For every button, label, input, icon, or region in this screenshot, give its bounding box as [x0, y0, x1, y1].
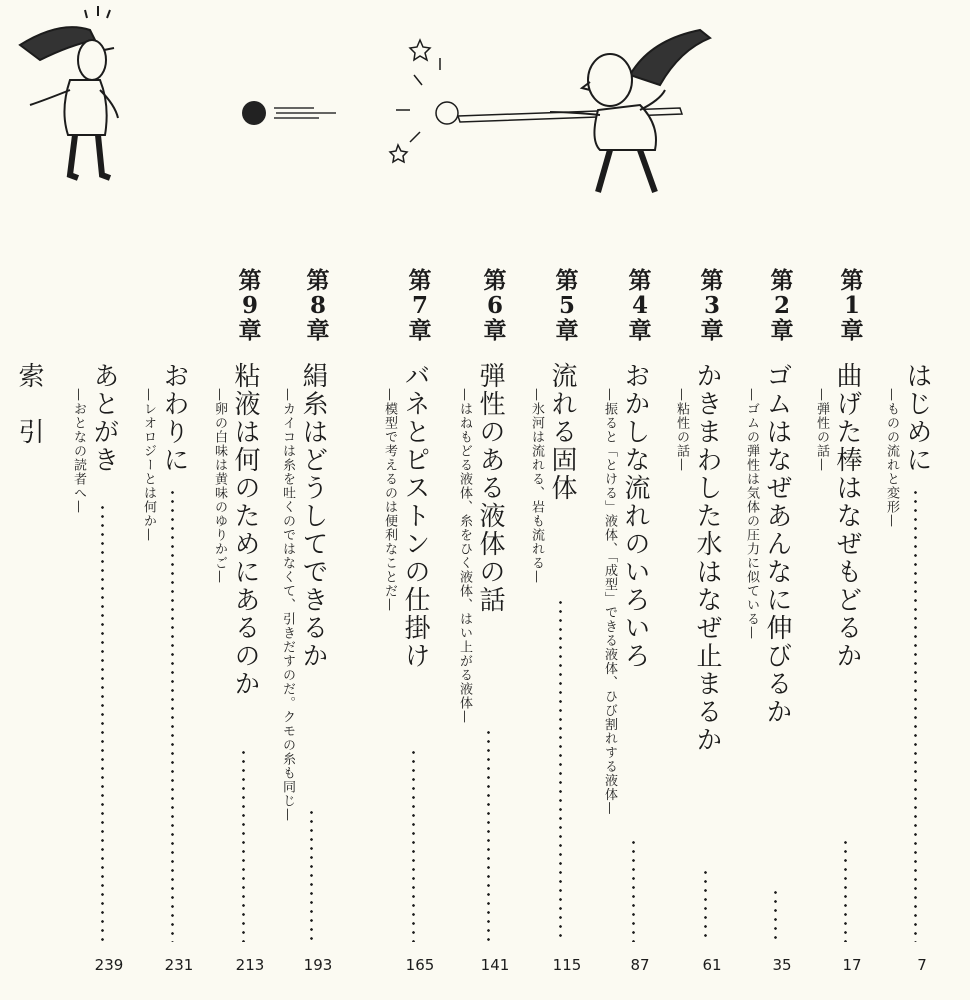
chapter-label-char: 6 [486, 292, 503, 319]
page-number: 213 [235, 956, 265, 974]
toc-entry-ch7[interactable] [382, 267, 442, 988]
dot-leader [412, 748, 415, 942]
dot-leader [310, 808, 313, 942]
toc-title: おわりに [159, 362, 189, 474]
dot-leader [101, 503, 104, 942]
chapter-label [618, 268, 662, 344]
dot-leader [559, 598, 562, 942]
right-character-icon [550, 30, 710, 192]
chapter-label-char: 第 [238, 267, 262, 294]
page-number: 165 [405, 956, 435, 974]
toc-entry-ch2[interactable] [744, 267, 804, 988]
chapter-label [545, 268, 589, 344]
toc-title: 曲げた棒はなぜもどるか [832, 362, 862, 670]
toc-entry-index[interactable] [12, 268, 56, 988]
toc-title: バネとピストンの仕掛け [400, 362, 430, 670]
page-number: 115 [552, 956, 582, 974]
chapter-label-char: 章 [306, 317, 330, 344]
page-number: 231 [164, 956, 194, 974]
toc-title: 弾性のある液体の話 [475, 362, 505, 614]
chapter-label-char: 4 [631, 292, 648, 319]
batting-ball-illustration [0, 0, 970, 240]
toc-title: 索 引 [14, 362, 44, 446]
chapter-label-char: 第 [306, 267, 330, 294]
toc-subtitle: —振ると「とける」液体、「成型」できる液体、ひび割れする液体— [602, 388, 617, 816]
toc-entry-ch4[interactable] [602, 267, 662, 988]
toc-entry-intro[interactable] [884, 268, 944, 988]
chapter-label-char: 8 [309, 292, 326, 319]
chapter-label [690, 268, 734, 344]
chapter-label-char: 章 [483, 317, 507, 344]
chapter-label-char: 7 [411, 292, 428, 319]
toc-entry-ch5[interactable] [529, 267, 589, 988]
impact-icon [390, 40, 458, 162]
toc-entry-ch6[interactable] [457, 267, 517, 988]
chapter-label [296, 268, 340, 344]
toc-subtitle: —模型で考えるのは便利なことだ— [382, 388, 397, 612]
page-number: 17 [842, 956, 862, 974]
chapter-label [228, 268, 272, 344]
toc-title: 流れる固体 [547, 362, 577, 502]
dot-leader [242, 748, 245, 942]
page-number: 239 [94, 956, 124, 974]
chapter-label-char: 第 [628, 267, 652, 294]
page-number: 141 [480, 956, 510, 974]
toc-entry-ch3[interactable] [674, 267, 734, 988]
chapter-label-char: 5 [558, 292, 575, 319]
dot-leader [632, 838, 635, 942]
left-character-icon [20, 6, 118, 178]
page-number: 61 [702, 956, 722, 974]
toc-subtitle: —レオロジーとは何か— [141, 388, 156, 542]
chapter-label-char: 第 [840, 267, 864, 294]
chapter-label-char: 章 [770, 317, 794, 344]
chapter-label-char: 3 [703, 292, 720, 319]
dot-leader [914, 488, 917, 942]
chapter-label-char: 章 [408, 317, 432, 344]
page-number: 35 [772, 956, 792, 974]
chapter-label-char: 章 [628, 317, 652, 344]
toc-subtitle: —はねもどる液体、糸をひく液体、はい上がる液体— [457, 388, 472, 724]
chapter-label [473, 268, 517, 344]
toc-title: かきまわした水はなぜ止まるか [692, 362, 722, 754]
toc-title: 粘液は何のためにあるのか [230, 362, 260, 698]
toc-subtitle: —ものの流れと変形— [884, 388, 899, 528]
dot-leader [487, 728, 490, 942]
chapter-label-char: 第 [483, 267, 507, 294]
toc-entry-ch9[interactable] [212, 267, 272, 988]
toc-title: 絹糸はどうしてできるか [298, 362, 328, 670]
chapter-label-char: 第 [408, 267, 432, 294]
page-number: 7 [917, 956, 927, 974]
chapter-label-char: 第 [555, 267, 579, 294]
chapter-label-char: 第 [700, 267, 724, 294]
dot-leader [171, 488, 174, 942]
chapter-label-char: 章 [238, 317, 262, 344]
chapter-label-char: 章 [700, 317, 724, 344]
toc-subtitle: —氷河は流れる、岩も流れる— [529, 388, 544, 584]
chapter-label-char: 2 [773, 292, 790, 319]
toc-entry-afterword[interactable] [71, 268, 131, 988]
ball-icon [242, 101, 336, 125]
chapter-label-char: 第 [770, 267, 794, 294]
toc-entry-outro[interactable] [141, 268, 201, 988]
chapter-label-char: 章 [555, 317, 579, 344]
toc-subtitle: —ゴムの弾性は気体の圧力に似ている— [744, 388, 759, 640]
toc-subtitle: —カイコは糸を吐くのではなくて、引きだすのだ。クモの糸も同じ— [280, 388, 295, 822]
dot-leader [774, 888, 777, 942]
chapter-label-char: 章 [840, 317, 864, 344]
chapter-label [398, 268, 442, 344]
dot-leader [704, 868, 707, 942]
toc-entry-ch1[interactable] [814, 267, 874, 988]
toc-entry-ch8[interactable] [280, 267, 340, 988]
toc-title: おかしな流れのいろいろ [620, 362, 650, 670]
chapter-label-char: 9 [241, 292, 258, 319]
chapter-label [830, 268, 874, 344]
toc-subtitle: —卵の白味は黄味のゆりかご— [212, 388, 227, 584]
page-number: 87 [630, 956, 650, 974]
chapter-label-char: 1 [843, 292, 860, 319]
toc-subtitle: —粘性の話— [674, 388, 689, 472]
toc-subtitle: —おとなの読者へ— [71, 388, 86, 514]
chapter-label [760, 268, 804, 344]
toc-title: ゴムはなぜあんなに伸びるか [762, 362, 792, 726]
toc-title: あとがき [89, 362, 119, 474]
dot-leader [844, 838, 847, 942]
toc-subtitle: —弾性の話— [814, 388, 829, 472]
page-number: 193 [303, 956, 333, 974]
toc-title: はじめに [902, 362, 932, 474]
